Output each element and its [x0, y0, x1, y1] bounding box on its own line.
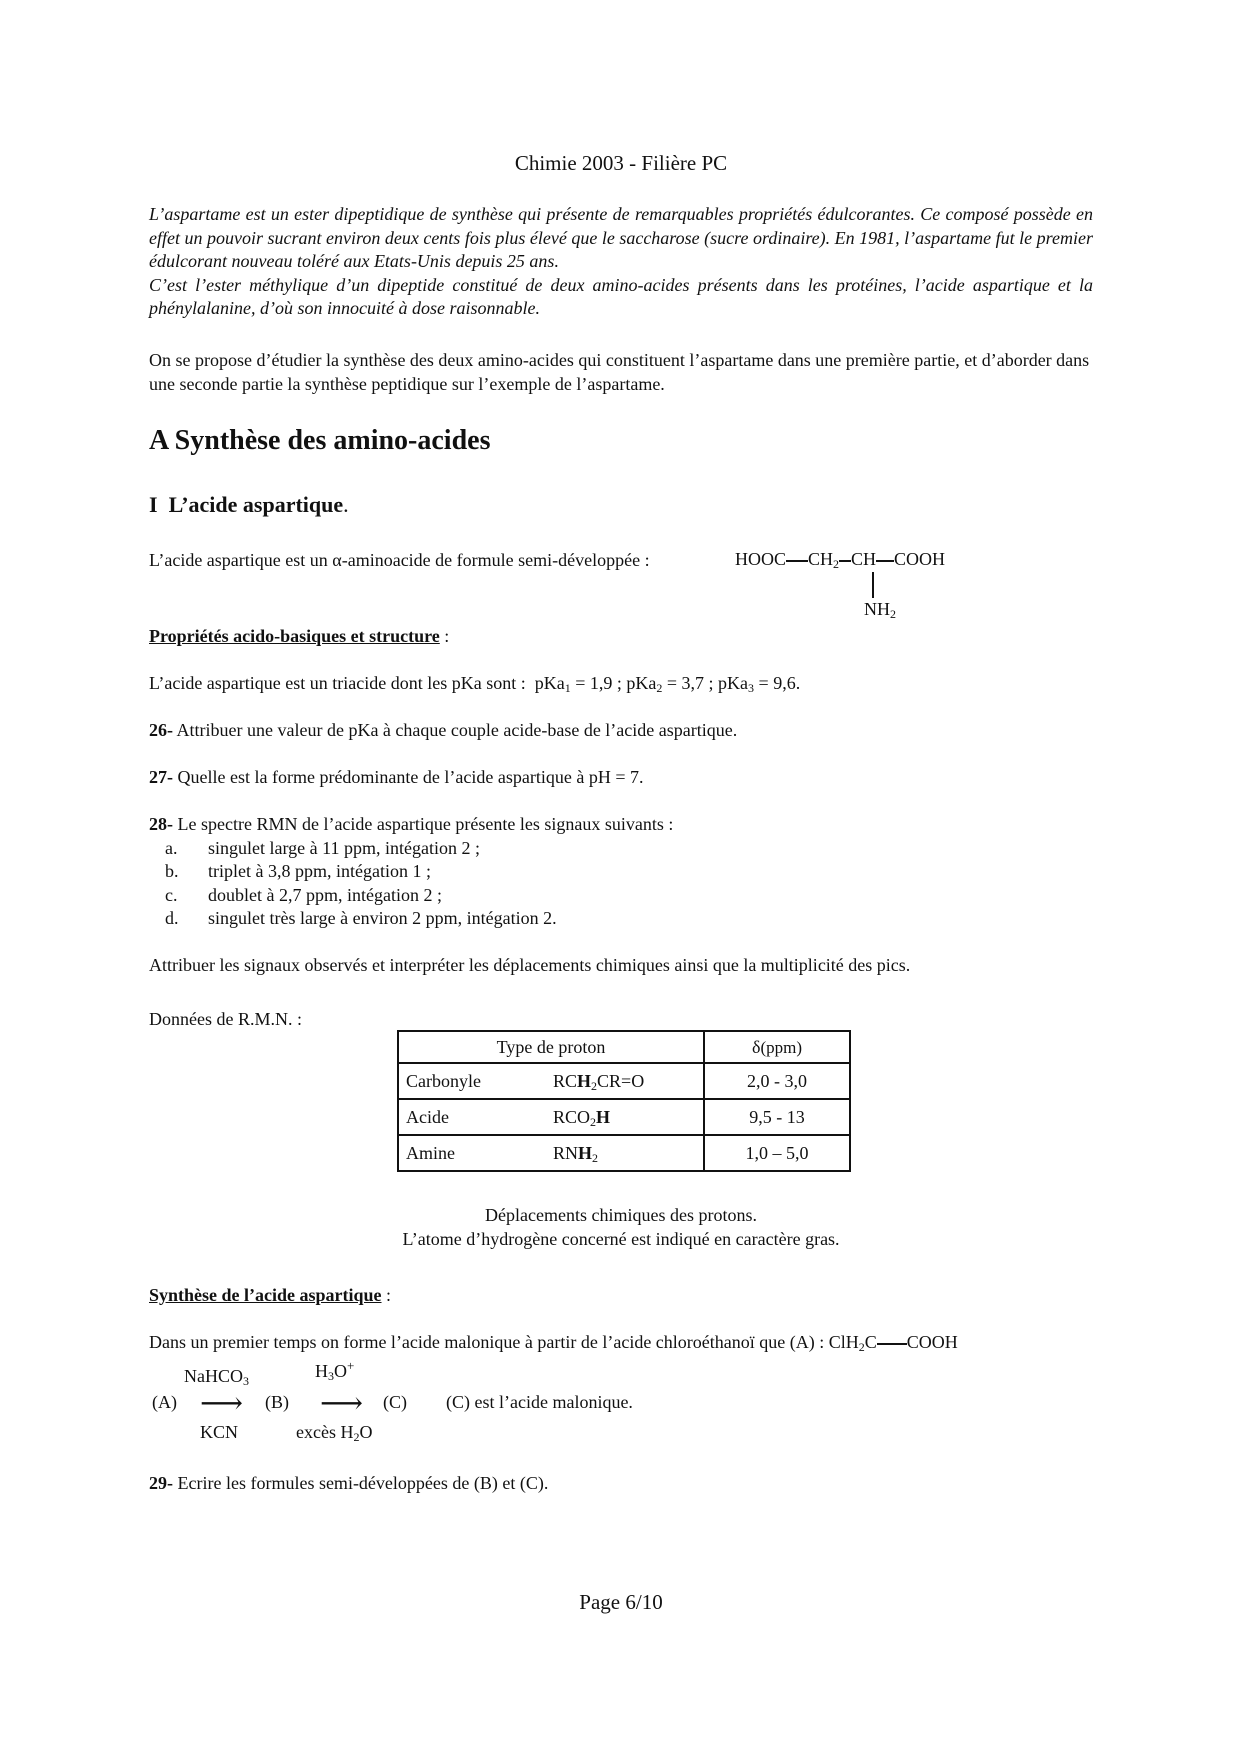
bond-3 — [876, 560, 894, 562]
page-number: Page 6/10 — [579, 1590, 663, 1614]
formula-nh2 — [864, 599, 896, 620]
table-cell-delta: 2,0 - 3,0 — [704, 1063, 850, 1099]
row-formula-sub: 2 — [590, 1114, 597, 1129]
row-formula-bold: H — [596, 1106, 611, 1127]
row-formula: RN — [553, 1142, 579, 1163]
question-28-number: 28- — [149, 814, 173, 834]
list-text: triplet à 3,8 ppm, intégation 1 ; — [208, 861, 431, 881]
formula-clh-sub: 2 — [858, 1340, 865, 1354]
list-marker: d. — [165, 908, 179, 928]
reagent-nahco-sub: 3 — [243, 1374, 249, 1388]
reagent-sup: + — [347, 1358, 355, 1373]
question-28 — [149, 813, 1099, 837]
list-item — [165, 860, 965, 884]
reagent-exces-o: O — [359, 1422, 373, 1442]
list-marker: a. — [165, 838, 178, 858]
question-29-text: Ecrire les formules semi-développées de (B) et (C). — [177, 1473, 549, 1493]
scheme-note: (C) est l’acide malonique. — [446, 1392, 633, 1412]
formula-line — [149, 549, 1149, 573]
reagent-exces-sub: 2 — [353, 1430, 360, 1444]
synth-heading-text: Synthèse de l’acide aspartique — [149, 1285, 382, 1305]
table-header-row — [398, 1031, 850, 1063]
bond-clc — [877, 1343, 907, 1345]
table-row — [398, 1063, 850, 1099]
table-cell-type — [398, 1099, 704, 1135]
question-27-number: 27- — [149, 767, 173, 787]
bond-2 — [839, 560, 851, 562]
compound-a: (A) — [152, 1392, 177, 1412]
pka-text: L’acide aspartique est un triacide dont les pKa sont : — [149, 673, 526, 693]
question-27 — [149, 766, 1099, 790]
arrow-icon: ⟶ — [320, 1387, 364, 1420]
table-header-delta — [704, 1031, 850, 1063]
question-29 — [149, 1472, 1099, 1496]
bond-vertical — [872, 572, 874, 598]
intro-paragraph: On se propose d’étudier la synthèse des deux amino-acides qui constituent l’aspartame dans une première partie, et d’aborder dans une seconde partie la synthèse peptidique sur l’exemple de l’aspartame. — [149, 350, 1090, 394]
formula-ch2-sub: 2 — [833, 557, 840, 571]
delta-unit: (ppm) — [760, 1037, 803, 1057]
row-type: Amine — [406, 1142, 455, 1163]
props-heading — [149, 625, 449, 649]
pka-sub-3: 3 — [748, 681, 755, 695]
synth-heading — [149, 1284, 391, 1308]
subsection-dot: . — [343, 492, 349, 517]
question-26 — [149, 719, 1099, 743]
reagent-2-bottom — [296, 1421, 372, 1445]
formula-nh: NH — [864, 599, 890, 619]
row-formula: RCO — [553, 1106, 591, 1127]
list-marker: c. — [165, 885, 178, 905]
reagent-o: O — [334, 1361, 347, 1381]
reagent-exces-h: excès H — [296, 1422, 354, 1442]
delta-symbol: δ — [751, 1036, 761, 1057]
subsection-heading-aspartique — [149, 492, 349, 518]
rmn-table — [397, 1030, 851, 1172]
formula-intro-text-2: -aminoacide de formule semi-développée : — [341, 550, 650, 570]
reagent-nahco: NaHCO — [184, 1366, 243, 1386]
table-cell-type — [398, 1135, 704, 1171]
table-header-type: Type de proton — [398, 1031, 704, 1063]
donnees-label: Données de R.M.N. : — [149, 1009, 302, 1029]
row-formula-sub: 2 — [592, 1150, 599, 1165]
row-type: Carbonyle — [406, 1070, 481, 1091]
formula-clh: ClH — [828, 1332, 859, 1352]
table-row — [398, 1135, 850, 1171]
question-26-number: 26- — [149, 720, 173, 740]
row-formula-bold: H — [578, 1142, 593, 1163]
reagent-1-top — [184, 1365, 249, 1389]
formula-nh-sub: 2 — [890, 607, 896, 621]
intro-italic-p2: C’est l’ester méthylique d’un dipeptide constitué de deux amino-acides présents dans les protéines, l’acide aspartique et la phénylalanine, d’où son innocuité à dose raisonnable. — [149, 274, 1093, 318]
intro-italic-p1: L’aspartame est un ester dipeptidique de synthèse qui présente de remarquables propriétés édulcorantes. Ce composé possède en effet un pouvoir sucrant environ deux cents fois plus élevé que le saccharose (sucre ordinaire). En 1981, l’aspartame fut le premier édulcorant nouveau toléré aux Etats-Unis depuis 25 ans. — [149, 204, 1093, 271]
bond-1 — [786, 560, 808, 562]
attribuer-paragraph: Attribuer les signaux observés et interpréter les déplacements chimiques ainsi que la multiplicité des pics. — [149, 955, 911, 975]
table-cell-delta: 9,5 - 13 — [704, 1099, 850, 1135]
table-cell-type — [398, 1063, 704, 1099]
intro-italic-paragraph — [149, 203, 1093, 321]
synth-text: Dans un premier temps on forme l’acide malonique à partir de l’acide chloroéthanoï que (A) : — [149, 1332, 825, 1352]
pka-sub-1: 1 — [564, 681, 571, 695]
row-formula-bold: H — [577, 1070, 592, 1091]
pka-label-3: pKa — [718, 673, 749, 693]
row-formula: RC — [553, 1070, 578, 1091]
reagent-h-sub: 3 — [328, 1369, 334, 1383]
list-text: doublet à 2,7 ppm, intégation 2 ; — [208, 885, 442, 905]
list-item — [165, 837, 965, 861]
alpha-symbol: α — [332, 550, 342, 570]
formula-ch: CH — [851, 549, 877, 569]
pka-label-2: pKa — [626, 673, 657, 693]
props-colon: : — [444, 626, 450, 646]
compound-c: (C) — [383, 1392, 407, 1412]
table-caption-2: L’atome d’hydrogène concerné est indiqué en caractère gras. — [402, 1229, 840, 1249]
pka-line — [149, 672, 1049, 696]
question-28-text: Le spectre RMN de l’acide aspartique présente les signaux suivants : — [177, 814, 674, 834]
pka-sub-2: 2 — [656, 681, 663, 695]
list-text: singulet très large à environ 2 ppm, intégation 2. — [208, 908, 557, 928]
formula-c: C — [864, 1332, 877, 1352]
props-heading-text: Propriétés acido-basiques et structure — [149, 626, 440, 646]
aspartic-acid-formula — [735, 549, 945, 570]
synth-line — [149, 1331, 1149, 1355]
synth-colon: : — [386, 1285, 392, 1305]
formula-intro-text: L’acide aspartique est un — [149, 550, 333, 570]
reagent-1-bottom: KCN — [200, 1422, 239, 1442]
table-caption-1: Déplacements chimiques des protons. — [485, 1205, 757, 1225]
row-formula-tail: CR=O — [597, 1070, 645, 1091]
pka-value-1: = 1,9 ; — [575, 673, 622, 693]
arrow-icon: ⟶ — [200, 1387, 244, 1420]
row-type: Acide — [406, 1106, 449, 1127]
pka-value-2: = 3,7 ; — [666, 673, 714, 693]
formula-ch2: CH — [808, 549, 834, 569]
question-26-text: Attribuer une valeur de pKa à chaque couple acide-base de l’acide aspartique. — [176, 720, 738, 740]
formula-cooh-2: COOH — [906, 1332, 958, 1352]
section-heading-a: A Synthèse des amino-acides — [149, 425, 491, 456]
subsection-number: I — [149, 492, 158, 517]
compound-b: (B) — [265, 1392, 289, 1412]
question-29-number: 29- — [149, 1473, 173, 1493]
table-cell-delta: 1,0 – 5,0 — [704, 1135, 850, 1171]
formula-clh2c — [829, 1332, 877, 1352]
subsection-title: L’acide aspartique — [168, 492, 344, 517]
pka-label-1: pKa — [534, 673, 565, 693]
formula-hooc: HOOC — [735, 549, 787, 569]
reagent-2-top — [315, 1360, 354, 1384]
reagent-h: H — [315, 1361, 328, 1381]
row-formula-sub: 2 — [591, 1078, 598, 1093]
question-27-text: Quelle est la forme prédominante de l’acide aspartique à pH = 7. — [177, 767, 644, 787]
pka-value-3: = 9,6. — [758, 673, 801, 693]
list-marker: b. — [165, 861, 179, 881]
page-title: Chimie 2003 - Filière PC — [514, 151, 728, 175]
table-row — [398, 1099, 850, 1135]
list-item — [165, 907, 965, 931]
formula-cooh: COOH — [894, 549, 946, 569]
list-item — [165, 884, 965, 908]
list-text: singulet large à 11 ppm, intégation 2 ; — [208, 838, 480, 858]
